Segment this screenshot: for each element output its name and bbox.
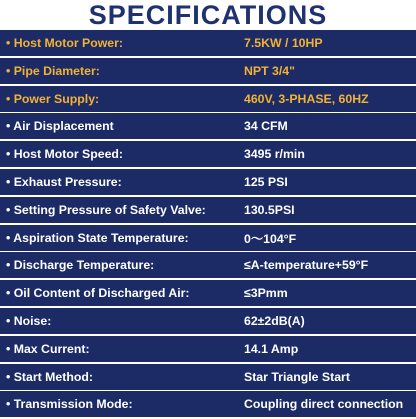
spec-row-oil-content xyxy=(0,280,416,306)
spec-label: • Noise: xyxy=(6,313,52,328)
spec-value: 0～104°F xyxy=(244,231,297,246)
spec-value: Coupling direct connection xyxy=(244,397,404,412)
spec-row-start-method xyxy=(0,364,416,390)
spec-row-noise xyxy=(0,308,416,334)
spec-row-air-displacement xyxy=(0,113,416,139)
spec-row-exhaust-pressure xyxy=(0,169,416,195)
spec-label: • Setting Pressure of Safety Valve: xyxy=(6,202,206,217)
page-title: SPECIFICATIONS xyxy=(88,0,328,30)
spec-row-aspiration-temperature xyxy=(0,225,416,251)
spec-label: • Air Displacement xyxy=(6,119,114,134)
spec-row-discharge-temperature xyxy=(0,252,416,278)
spec-label: • Host Motor Speed: xyxy=(6,147,124,162)
spec-value: 62±2dB(A) xyxy=(244,313,305,328)
spec-list xyxy=(0,30,416,419)
spec-row-max-current xyxy=(0,336,416,362)
spec-label: • Discharge Temperature: xyxy=(6,258,155,273)
spec-row-host-motor-speed xyxy=(0,141,416,167)
spec-value: 34 CFM xyxy=(244,119,288,134)
spec-label: • Aspiration State Temperature: xyxy=(6,230,189,245)
spec-value: NPT 3/4" xyxy=(244,63,295,78)
spec-value: Star Triangle Start xyxy=(244,369,350,384)
spec-value: 130.5PSI xyxy=(244,202,295,217)
spec-label: • Pipe Diameter: xyxy=(6,63,100,78)
spec-label: • Oil Content of Discharged Air: xyxy=(6,286,190,301)
spec-label: • Exhaust Pressure: xyxy=(6,174,122,189)
spec-row-safety-valve-pressure xyxy=(0,197,416,223)
spec-value: 7.5KW / 10HP xyxy=(244,36,323,50)
spec-label: • Start Method: xyxy=(6,369,93,384)
spec-row-host-motor-power xyxy=(0,30,416,56)
spec-row-pipe-diameter xyxy=(0,58,416,84)
spec-value: ≤A-temperature+59°F xyxy=(244,258,369,273)
spec-row-power-supply xyxy=(0,86,416,112)
spec-value: 3495 r/min xyxy=(244,147,305,162)
spec-row-transmission-mode xyxy=(0,391,416,417)
spec-label: • Host Motor Power: xyxy=(6,36,124,50)
spec-value: ≤3Pmm xyxy=(244,286,288,301)
spec-label: • Power Supply: xyxy=(6,91,100,106)
spec-value: 460V, 3-PHASE, 60HZ xyxy=(244,91,369,106)
spec-value: 14.1 Amp xyxy=(244,341,299,356)
spec-label: • Transmission Mode: xyxy=(6,397,133,412)
spec-label: • Max Current: xyxy=(6,341,90,356)
spec-value: 125 PSI xyxy=(244,174,288,189)
